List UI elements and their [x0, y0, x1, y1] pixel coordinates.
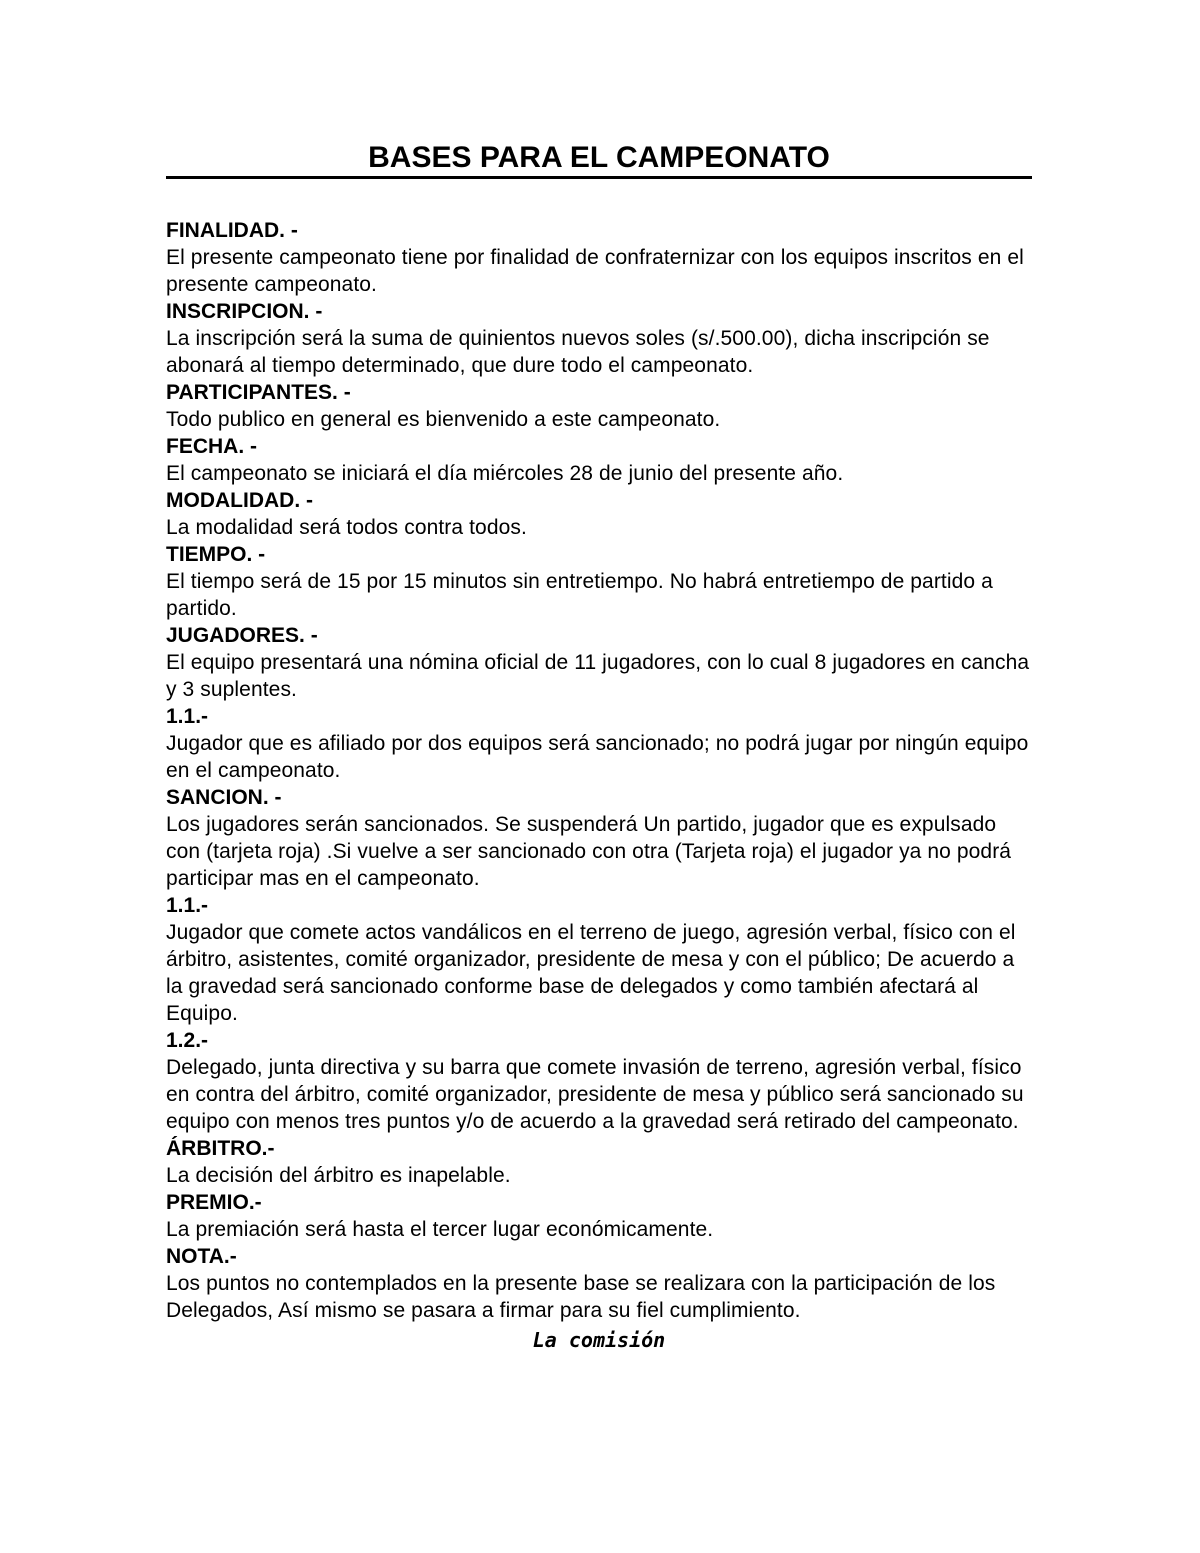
signature: La comisión — [532, 1328, 666, 1352]
section-jugadores — [166, 622, 1032, 703]
section-body: Jugador que es afiliado por dos equipos será sancionado; no podrá jugar por ningún equipo en el campeonato. — [166, 732, 1029, 782]
section-body: Todo publico en general es bienvenido a este campeonato. — [166, 408, 721, 431]
section-participantes — [166, 379, 1032, 433]
section-fecha — [166, 433, 1032, 487]
section-body: Los jugadores serán sancionados. Se suspenderá Un partido, jugador que es expulsado con (tarjeta roja) .Si vuelve a ser sancionado con otra (Tarjeta roja) el jugador ya no podrá participar mas en el campeonato. — [166, 813, 1012, 890]
section-heading: TIEMPO. - — [166, 543, 266, 566]
section-heading: PARTICIPANTES. - — [166, 381, 351, 404]
section-body: La inscripción será la suma de quinientos nuevos soles (s/.500.00), dicha inscripción se abonará al tiempo determinado, que dure todo el campeonato. — [166, 327, 990, 377]
section-heading: 1.1.- — [166, 705, 209, 728]
section-body: La decisión del árbitro es inapelable. — [166, 1164, 511, 1187]
document-page — [166, 140, 1032, 1354]
section-body: Jugador que comete actos vandálicos en el terreno de juego, agresión verbal, físico con el árbitro, asistentes, comité organizador, presidente de mesa y con el público; De acuerdo a la gravedad será sancionado conforme base de delegados y como también afectará al Equipo. — [166, 921, 1016, 1025]
section-body: El equipo presentará una nómina oficial de 11 jugadores, con lo cual 8 jugadores en cancha y 3 suplentes. — [166, 651, 1030, 701]
section-body: La modalidad será todos contra todos. — [166, 516, 527, 539]
section-body: El presente campeonato tiene por finalidad de confraternizar con los equipos inscritos en el presente campeonato. — [166, 246, 1024, 296]
section-heading: INSCRIPCION. - — [166, 300, 323, 323]
section-body: El campeonato se iniciará el día miércoles 28 de junio del presente año. — [166, 462, 844, 485]
section-heading: FECHA. - — [166, 435, 257, 458]
section-jugadores-1-1 — [166, 703, 1032, 784]
section-heading: NOTA.- — [166, 1245, 237, 1268]
document-title: BASES PARA EL CAMPEONATO — [368, 141, 830, 174]
section-heading: 1.1.- — [166, 894, 209, 917]
section-premio — [166, 1189, 1032, 1243]
section-body: El tiempo será de 15 por 15 minutos sin entretiempo. No habrá entretiempo de partido a partido. — [166, 570, 993, 620]
section-heading: JUGADORES. - — [166, 624, 318, 647]
section-sancion-1-1 — [166, 892, 1032, 1027]
section-heading: MODALIDAD. - — [166, 489, 313, 512]
section-modalidad — [166, 487, 1032, 541]
section-body: Delegado, junta directiva y su barra que comete invasión de terreno, agresión verbal, físico en contra del árbitro, comité organizador, presidente de mesa y público será sancionado su equipo con menos tres puntos y/o de acuerdo a la gravedad será retirado del campeonato. — [166, 1056, 1024, 1133]
section-heading: 1.2.- — [166, 1029, 209, 1052]
section-heading: ÁRBITRO.- — [166, 1137, 275, 1160]
section-sancion-1-2 — [166, 1027, 1032, 1135]
section-heading: SANCION. - — [166, 786, 282, 809]
section-body: La premiación será hasta el tercer lugar económicamente. — [166, 1218, 714, 1241]
section-body: Los puntos no contemplados en la presente base se realizara con la participación de los Delegados, Así mismo se pasara a firmar para su fiel cumplimiento. — [166, 1272, 996, 1322]
section-arbitro — [166, 1135, 1032, 1189]
section-heading: PREMIO.- — [166, 1191, 262, 1214]
section-heading: FINALIDAD. - — [166, 219, 298, 242]
title-underline — [166, 176, 1032, 179]
section-inscripcion — [166, 298, 1032, 379]
section-finalidad — [166, 217, 1032, 298]
section-nota — [166, 1243, 1032, 1324]
section-tiempo — [166, 541, 1032, 622]
section-sancion — [166, 784, 1032, 892]
